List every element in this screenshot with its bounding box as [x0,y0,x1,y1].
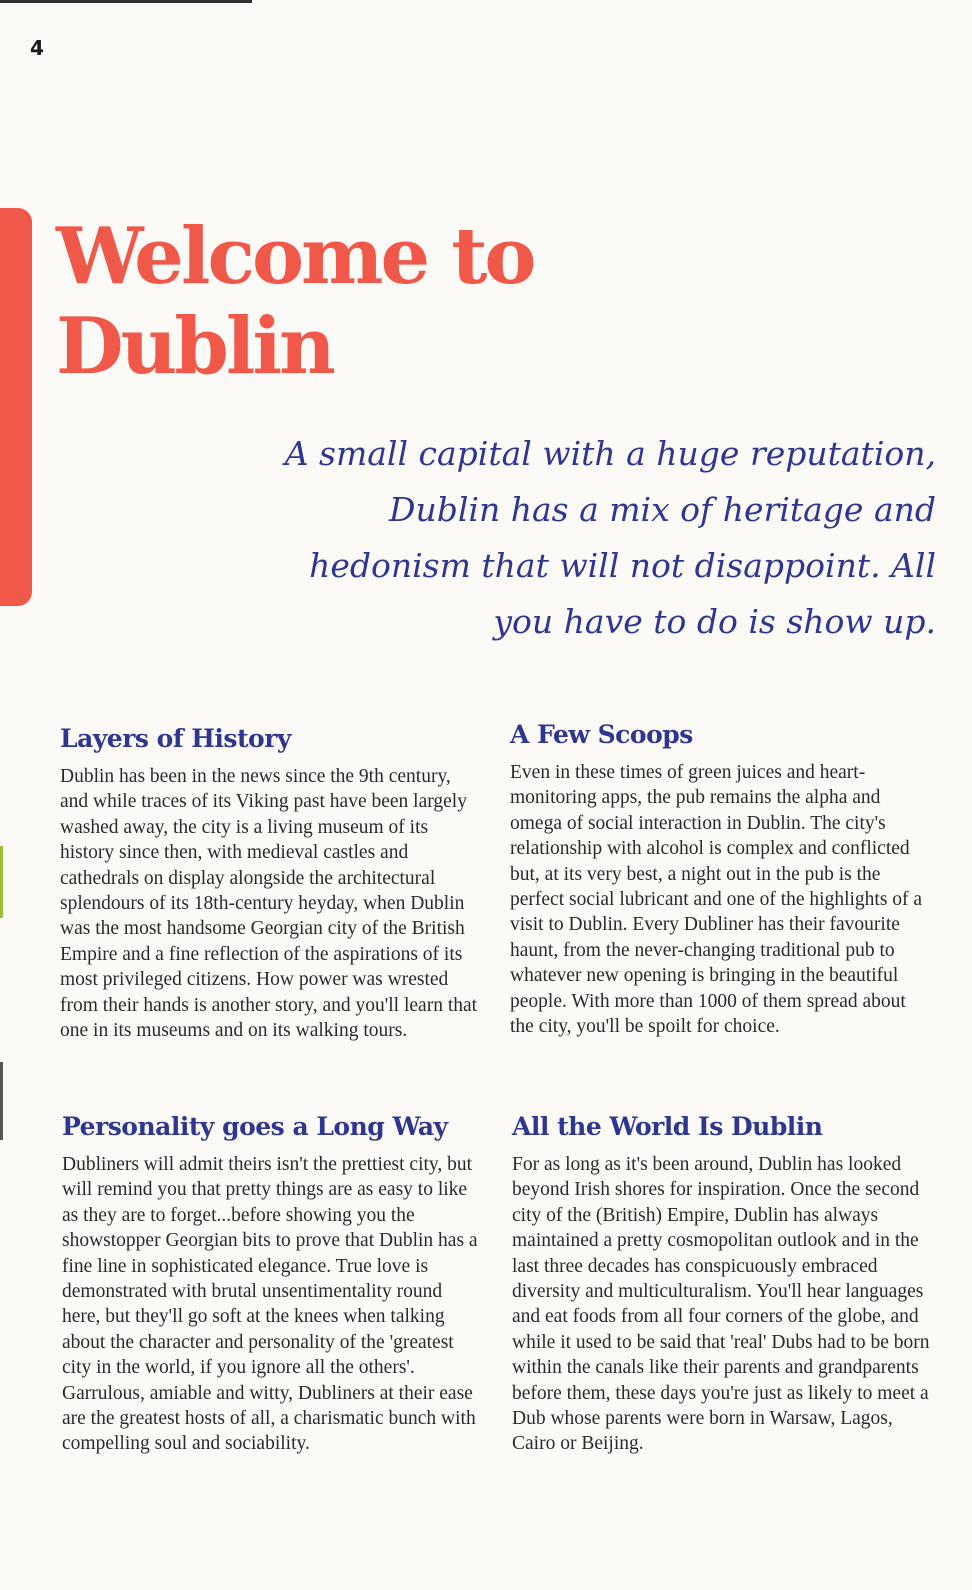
section-body: Dublin has been in the news since the 9th century, and while traces of its Viking past have been largely washed away, the city is a living museum of its history since then, with medieval castles and cathedrals on display alongside the architectural splendours of its 18th-century heyday, when Dublin was the most handsome Georgian city of the British Empire and a fine reflection of the aspirations of its most privileged citizens. How power was wrested from their hands is another story, and you'll learn that one in its museums and on its walking tours. [60,766,478,1042]
page-number: 4 [30,36,44,60]
section-heading: A Few Scoops [510,720,693,749]
section-heading: All the World Is Dublin [512,1112,823,1141]
edge-marker-dark [0,1062,3,1140]
section-heading: Personality goes a Long Way [62,1112,448,1141]
section-body: For as long as it's been around, Dublin has looked beyond Irish shores for inspiration. Once the second city of the (British) Empire, Dublin has always maintained a pretty cosmopolitan outlook and in the last three decades has conspicuously embraced diversity and multiculturalism. You'll hear languages and eat foods from all four corners of the globe, and while it used to be said that 'real' Dubs had to be born within the canals like their parents and grandparents before them, these days you're just as likely to meet a Dub whose parents were born in Warsaw, Lagos, Cairo or Beijing. [512,1154,930,1455]
edge-marker-green [0,846,3,918]
section-all-the-world-is-dublin [512,1112,932,1457]
title-line-2: Dublin [56,301,333,392]
page-title [56,212,533,392]
section-body: Even in these times of green juices and heart-monitoring apps, the pub remains the alpha and omega of social interaction in Dublin. The city's relationship with alcohol is complex and conflicted but, at its very best, a night out in the pub is the perfect social lubricant and one of the highlights of a visit to Dublin. Every Dubliner has their favourite haunt, from the never-changing traditional pub to whatever new opening is bringing in the beautiful people. With more than 1000 of them spread about the city, you'll be spoilt for choice. [510,762,923,1038]
section-personality [62,1112,482,1457]
section-a-few-scoops [510,720,930,1039]
chapter-tab [0,208,32,606]
title-line-1: Welcome to [56,211,534,302]
top-rule [0,0,252,3]
intro-blurb: A small capital with a huge reputation, Dublin has a mix of heritage and hedonism that will not disappoint. All you have to do is show up. [284,434,936,641]
section-heading: Layers of History [60,724,291,753]
section-layers-of-history [60,724,480,1043]
section-body: Dubliners will admit theirs isn't the prettiest city, but will remind you that pretty things are as easy to like as they are to forget...before showing you the showstopper Georgian bits to prove that Dublin has a fine line in sophisticated elegance. True love is demonstrated with brutal unsentimentality round here, but they'll go soft at the knees when talking about the character and personality of the 'greatest city in the world, if you ignore all the others'. Garrulous, amiable and witty, Dubliners at their ease are the greatest hosts of all, a charismatic bunch with compelling soul and sociability. [62,1154,478,1455]
